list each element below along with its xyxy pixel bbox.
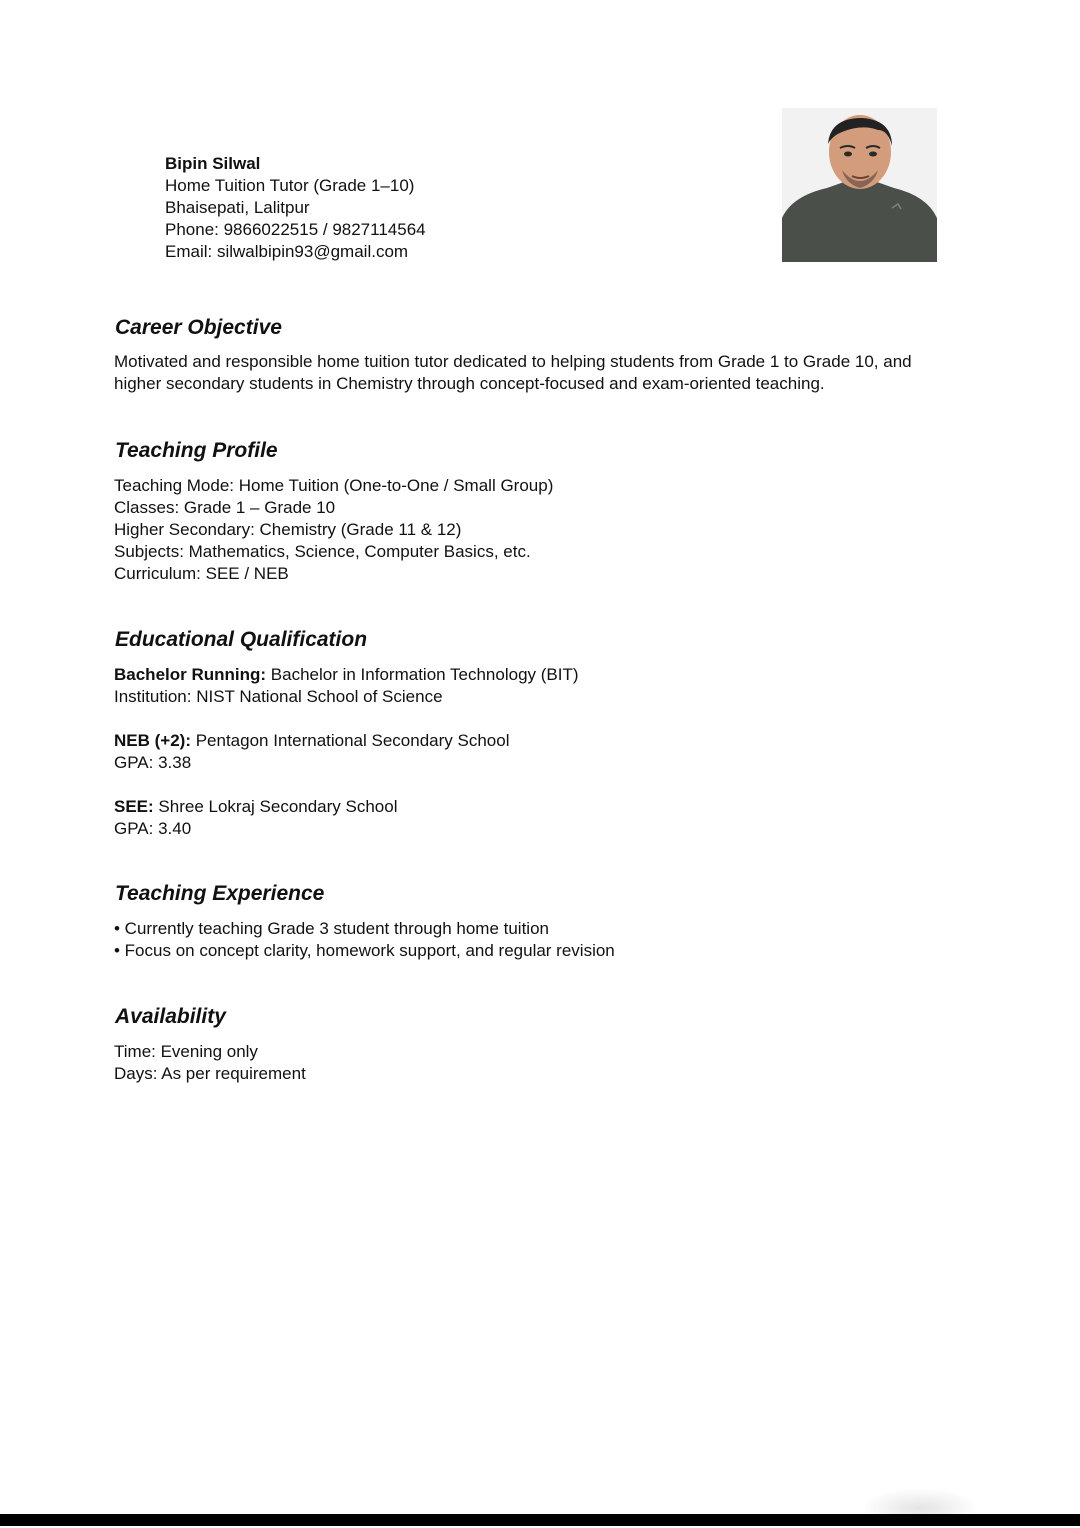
education-entry-bachelor	[114, 664, 579, 686]
education-value: Bachelor in Information Technology (BIT)	[266, 665, 579, 684]
education-detail: GPA: 3.38	[114, 753, 192, 772]
candidate-name: Bipin Silwal	[165, 154, 261, 173]
education-list	[114, 664, 579, 840]
teaching-profile-list	[114, 475, 553, 585]
education-value: Pentagon International Secondary School	[190, 731, 510, 750]
availability-heading: Availability	[115, 1005, 226, 1028]
availability-list	[114, 1041, 306, 1085]
education-entry-see	[114, 796, 579, 818]
candidate-email: Email: silwalbipin93@gmail.com	[165, 242, 409, 261]
education-detail: Institution: NIST National School of Science	[114, 687, 443, 706]
bottom-bar	[0, 1514, 1080, 1526]
candidate-role: Home Tuition Tutor (Grade 1–10)	[165, 176, 415, 195]
profile-photo-illustration	[782, 108, 937, 262]
experience-item: • Currently teaching Grade 3 student through home tuition	[114, 919, 549, 938]
education-label: Bachelor Running:	[114, 665, 267, 684]
experience-heading: Teaching Experience	[115, 882, 325, 905]
education-label: SEE:	[114, 797, 154, 816]
availability-time: Time: Evening only	[114, 1042, 258, 1061]
candidate-address: Bhaisepati, Lalitpur	[165, 198, 310, 217]
career-objective-line: Motivated and responsible home tuition tutor dedicated to helping students from Grade 1 to Grade 10, and	[114, 352, 912, 371]
candidate-phone: Phone: 9866022515 / 9827114564	[165, 220, 426, 239]
career-objective-heading: Career Objective	[115, 316, 282, 339]
higher-secondary: Higher Secondary: Chemistry (Grade 11 & 12)	[114, 520, 462, 539]
experience-item: • Focus on concept clarity, homework support, and regular revision	[114, 941, 615, 960]
education-value: Shree Lokraj Secondary School	[153, 797, 398, 816]
subjects: Subjects: Mathematics, Science, Computer Basics, etc.	[114, 542, 531, 561]
availability-days: Days: As per requirement	[114, 1064, 306, 1083]
profile-photo	[782, 108, 937, 262]
teaching-mode: Teaching Mode: Home Tuition (One-to-One / Small Group)	[114, 476, 554, 495]
education-label: NEB (+2):	[114, 731, 191, 750]
curriculum: Curriculum: SEE / NEB	[114, 564, 289, 583]
education-detail: GPA: 3.40	[114, 819, 192, 838]
experience-list	[114, 918, 615, 962]
career-objective-text	[114, 351, 912, 395]
career-objective-line: higher secondary students in Chemistry through concept-focused and exam-oriented teaching.	[114, 374, 825, 393]
classes: Classes: Grade 1 – Grade 10	[114, 498, 336, 517]
teaching-profile-heading: Teaching Profile	[115, 439, 278, 462]
education-heading: Educational Qualification	[115, 628, 368, 651]
contact-header	[165, 153, 426, 263]
education-entry-neb	[114, 730, 579, 752]
